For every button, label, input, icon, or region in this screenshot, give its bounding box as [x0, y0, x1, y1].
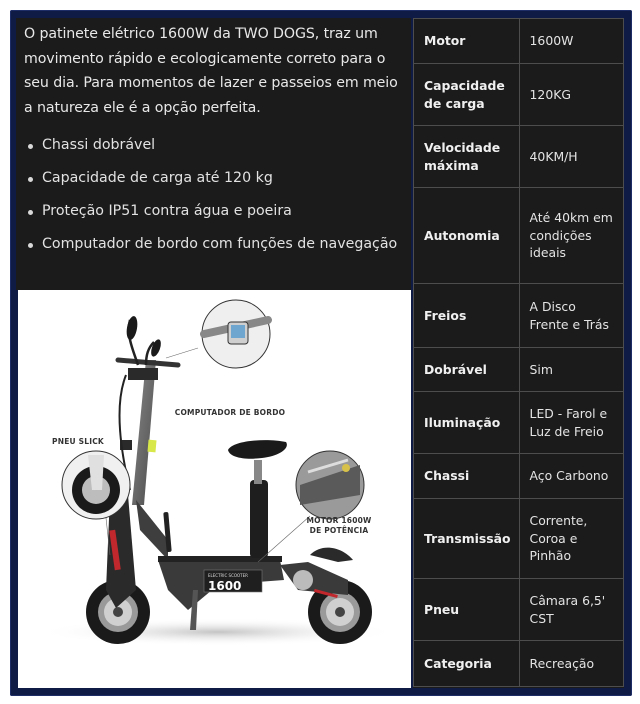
spec-key: Autonomia	[414, 188, 520, 284]
spec-key: Freios	[414, 284, 520, 348]
table-row	[414, 19, 624, 64]
spec-key: Categoria	[414, 641, 520, 687]
spec-value: A Disco Frente e Trás	[519, 284, 623, 348]
bullet-icon	[28, 177, 33, 182]
callout-label-tire: PNEU SLICK	[52, 437, 104, 446]
feature-list	[24, 134, 404, 266]
callout-label-motor-2: DE POTÊNCIA	[309, 526, 369, 535]
bullet-icon	[28, 210, 33, 215]
feature-item: Capacidade de carga até 120 kg	[24, 167, 404, 190]
spec-value: 1600W	[519, 19, 623, 64]
spec-value: Aço Carbono	[519, 454, 623, 499]
product-image	[18, 290, 411, 688]
feature-item: Chassi dobrável	[24, 134, 404, 157]
intro-paragraph: O patinete elétrico 1600W da TWO DOGS, traz um movimento rápido e ecologicamente correto para o seu dia. Para momentos de lazer e passeios em meio a natureza ele é a opção perfeita.	[24, 26, 398, 116]
spec-table	[413, 18, 624, 687]
feature-item: Proteção IP51 contra água e poeira	[24, 200, 404, 223]
spec-value: Sim	[519, 348, 623, 392]
callout-label-computer: COMPUTADOR DE BORDO	[174, 408, 286, 417]
callout-computer	[166, 300, 270, 368]
spec-key: Motor	[414, 19, 520, 64]
feature-item: Computador de bordo com funções de navegação	[24, 233, 404, 256]
table-row	[414, 392, 624, 454]
callout-label-motor-1: MOTOR 1600W	[306, 516, 372, 525]
spec-value: LED - Farol e Luz de Freio	[519, 392, 623, 454]
spec-value: Recreação	[519, 641, 623, 687]
table-row	[414, 641, 624, 687]
table-row	[414, 499, 624, 579]
callout-motor	[258, 451, 364, 562]
table-row	[414, 454, 624, 499]
scooter-illustration	[18, 290, 411, 688]
description-panel	[16, 18, 411, 290]
spec-value: Até 40km em condições ideais	[519, 188, 623, 284]
spec-key: Iluminação	[414, 392, 520, 454]
spec-value: 40KM/H	[519, 126, 623, 188]
spec-key: Transmissão	[414, 499, 520, 579]
svg-text:ELECTRIC SCOOTER: ELECTRIC SCOOTER	[208, 573, 248, 578]
bullet-icon	[28, 144, 33, 149]
bullet-icon	[28, 243, 33, 248]
table-row	[414, 64, 624, 126]
table-row	[414, 348, 624, 392]
spec-key: Velocidade máxima	[414, 126, 520, 188]
table-row	[414, 284, 624, 348]
spec-table-container	[413, 18, 624, 688]
spec-key: Capacidade de carga	[414, 64, 520, 126]
spec-value: 120KG	[519, 64, 623, 126]
spec-value: Corrente, Coroa e Pinhão	[519, 499, 623, 579]
table-row	[414, 188, 624, 284]
spec-key: Chassi	[414, 454, 520, 499]
spec-value: Câmara 6,5' CST	[519, 579, 623, 641]
table-row	[414, 126, 624, 188]
spec-key: Dobrável	[414, 348, 520, 392]
table-row	[414, 579, 624, 641]
svg-text:1600: 1600	[208, 579, 242, 593]
spec-key: Pneu	[414, 579, 520, 641]
